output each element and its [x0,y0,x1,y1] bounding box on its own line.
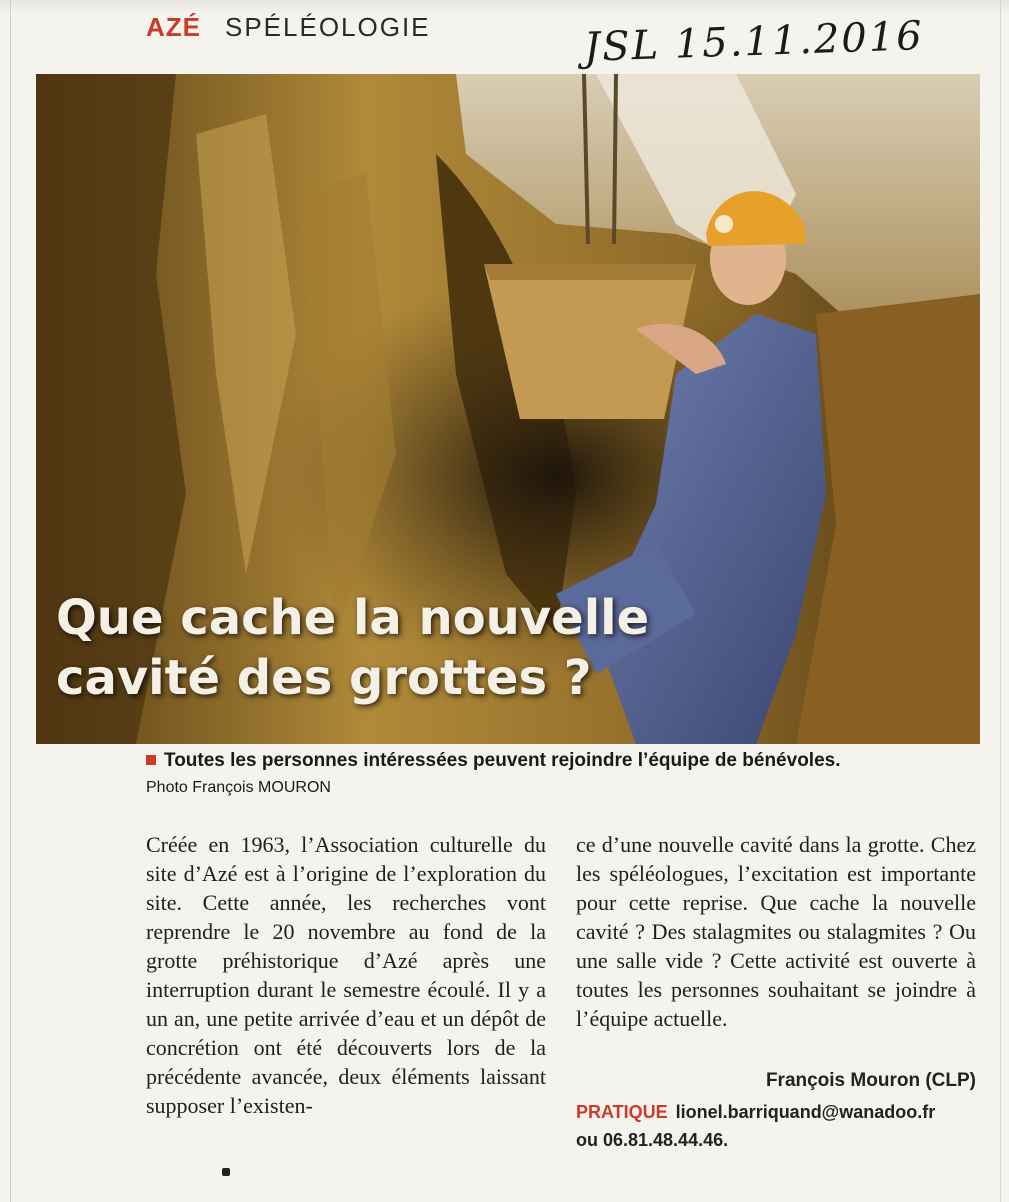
print-mark [222,1168,230,1176]
handwritten-date-note: JSL 15.11.2016 [583,13,925,71]
article-column-2 [576,830,976,1033]
photo-credit: Photo François MOURON [146,779,331,796]
left-margin-rule [10,0,11,1202]
pratique-phone: ou 06.81.48.44.46. [576,1130,729,1150]
column-2-text: ce d’une nouvelle cavité dans la grotte. Chez les spéléologues, l’excitation est importante pour cette reprise. Que cache la nouvelle cavité ? Des stalagmites ou stalagmites ? Ou une salle vide ? Cette activité est ouverte à toutes les personnes souhaitant se joindre à l’équipe actuelle. [576,832,976,1031]
author-signature: François Mouron (CLP) [765,1070,976,1091]
headline-line-1: Que cache la nouvelle [56,590,650,646]
photo-caption [146,748,886,801]
kicker-rubric: SPÉLÉOLOGIE [225,12,431,42]
section-kicker [146,12,431,46]
pratique-box [576,1098,986,1154]
caption-text: Toutes les personnes intéressées peuvent rejoindre l’équipe de bénévoles. [164,750,841,771]
kicker-place: AZÉ [146,12,201,42]
headline-line-2: cavité des grottes ? [56,650,592,706]
article-column-1 [146,830,546,1120]
pratique-label: PRATIQUE [576,1102,668,1122]
caption-bullet-icon [146,755,156,765]
headline [56,588,756,708]
right-margin-rule [1000,0,1001,1202]
pratique-email: lionel.barriquand@wanadoo.fr [675,1102,936,1122]
column-1-text: Créée en 1963, l’Association culturelle du site d’Azé est à l’origine de l’exploration du site. Cette année, les recherches vont reprendre le 20 novembre au fond de la grotte préhistorique d’Azé après une interruption durant le semestre écoulé. Il y a un an, une petite arrivée d’eau et un dépôt de concrétion ont été découverts lors de la précédente avancée, deux éléments laissant supposer l’existen- [146,832,546,1118]
